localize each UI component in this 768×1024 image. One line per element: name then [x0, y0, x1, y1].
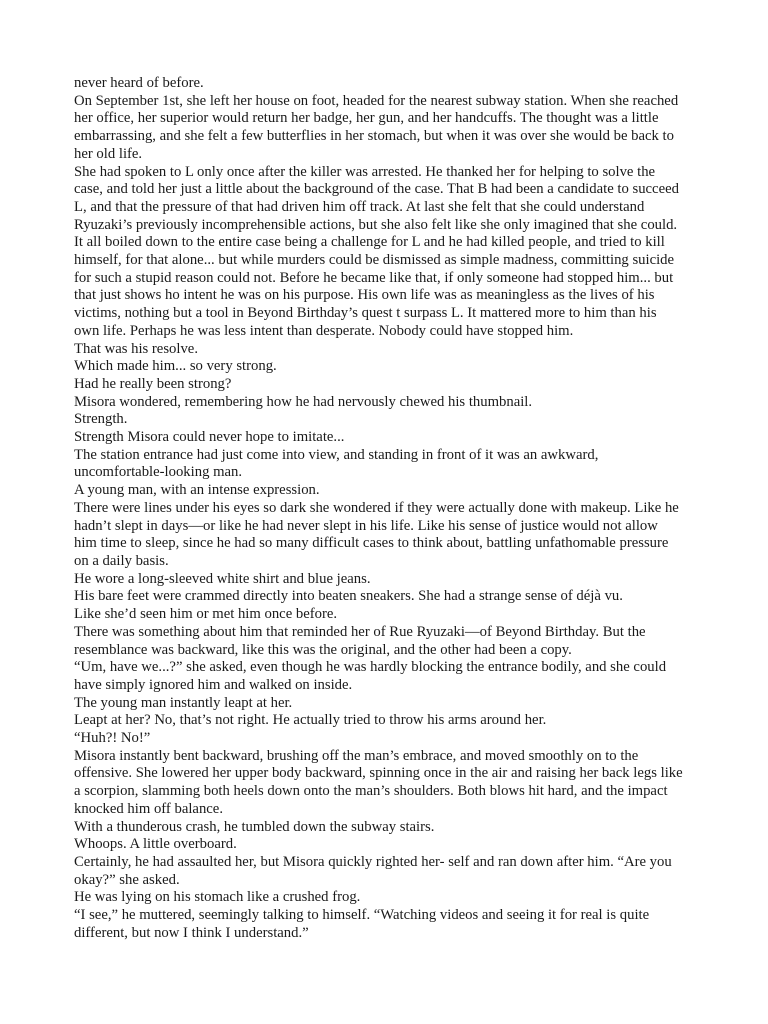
text-line: With a thunderous crash, he tumbled down the subway stairs. — [74, 818, 435, 835]
text-line: “Huh?! No!” — [74, 730, 151, 747]
text-line: She had spoken to L only once after the killer was arrested. He thanked her for helping to solve the — [74, 163, 656, 180]
body-text — [74, 75, 734, 942]
text-line: her old life. — [74, 145, 143, 162]
text-line: resemblance was backward, like this was the original, and the other had been a copy. — [74, 641, 572, 658]
text-line: There was something about him that reminded her of Rue Ryuzaki—of Beyond Birthday. But the — [74, 623, 646, 640]
text-line: L, and that the pressure of that had driven him off track. At last she felt that she could understand — [74, 198, 645, 215]
text-line: embarrassing, and she felt a few butterflies in her stomach, but when it was over she would be back to — [74, 128, 674, 145]
text-line: Misora instantly bent backward, brushing off the man’s embrace, and moved smoothly on to the — [74, 747, 639, 764]
text-line: Strength. — [74, 411, 128, 428]
text-line: Which made him... so very strong. — [74, 358, 277, 375]
document-page — [74, 75, 734, 942]
text-line: On September 1st, she left her house on foot, headed for the nearest subway station. When she reached — [74, 92, 679, 109]
text-line: “Um, have we...?” she asked, even though he was hardly blocking the entrance bodily, and she could — [74, 659, 667, 676]
text-line: own life. Perhaps he was less intent than desperate. Nobody could have stopped him. — [74, 322, 574, 339]
text-line: hadn’t slept in days—or like he had never slept in his life. Like his sense of justice would not allow — [74, 517, 658, 534]
text-line: for such a stupid reason could not. Before he became like that, if only someone had stopped him... but — [74, 269, 674, 286]
text-line: There were lines under his eyes so dark she wondered if they were actually done with makeup. Like he — [74, 499, 679, 516]
text-line: That was his resolve. — [74, 340, 198, 357]
text-line: Leapt at her? No, that’s not right. He actually tried to throw his arms around her. — [74, 712, 547, 729]
text-line: Had he really been strong? — [74, 375, 232, 392]
text-line: different, but now I think I understand.” — [74, 924, 309, 941]
text-line: a scorpion, slamming both heels down onto the man’s shoulders. Both blows hit hard, and the impact — [74, 783, 668, 800]
text-line: case, and told her just a little about the background of the case. That B had been a candidate to succeed — [74, 181, 679, 198]
text-line: He wore a long-sleeved white shirt and blue jeans. — [74, 570, 371, 587]
text-line: victims, nothing but a tool in Beyond Birthday’s quest t surpass L. It mattered more to him than his — [74, 305, 657, 322]
text-line: A young man, with an intense expression. — [74, 482, 320, 499]
text-line: Like she’d seen him or met him once before. — [74, 606, 338, 623]
text-line: on a daily basis. — [74, 552, 169, 569]
text-line: The station entrance had just come into view, and standing in front of it was an awkward, — [74, 446, 599, 463]
text-line: okay?” she asked. — [74, 871, 180, 888]
text-line: knocked him off balance. — [74, 800, 223, 817]
text-line: never heard of before. — [74, 75, 204, 91]
text-line: “I see,” he muttered, seemingly talking to himself. “Watching videos and seeing it for real is quite — [74, 907, 650, 924]
text-line: Certainly, he had assaulted her, but Misora quickly righted her- self and ran down after him. “Are you — [74, 853, 672, 870]
text-line: He was lying on his stomach like a crushed frog. — [74, 889, 361, 906]
text-line: uncomfortable-looking man. — [74, 464, 243, 481]
text-line: that just shows ho intent he was on his purpose. His own life was as meaningless as the lives of his — [74, 287, 655, 304]
text-line: her office, her superior would return her badge, her gun, and her handcuffs. The thought was a little — [74, 110, 659, 127]
text-line: Misora wondered, remembering how he had nervously chewed his thumbnail. — [74, 393, 533, 410]
text-line: him time to sleep, since he had so many difficult cases to think about, battling unfathomable pressure — [74, 535, 669, 552]
text-line: The young man instantly leapt at her. — [74, 694, 293, 711]
text-line: himself, for that alone... but while murders could be dismissed as simple madness, committing suicide — [74, 252, 675, 269]
text-line: Ryuzaki’s previously incomprehensible actions, but she also felt like she only imagined that she could. — [74, 216, 678, 233]
text-line: Whoops. A little overboard. — [74, 836, 237, 853]
text-line: have simply ignored him and walked on inside. — [74, 676, 353, 693]
text-line: It all boiled down to the entire case being a challenge for L and he had killed people, and tried to kill — [74, 234, 665, 251]
text-line: Strength Misora could never hope to imitate... — [74, 429, 345, 446]
text-line: offensive. She lowered her upper body backward, spinning once in the air and raising her back legs like — [74, 765, 683, 782]
text-line: His bare feet were crammed directly into beaten sneakers. She had a strange sense of déjà vu. — [74, 588, 623, 605]
